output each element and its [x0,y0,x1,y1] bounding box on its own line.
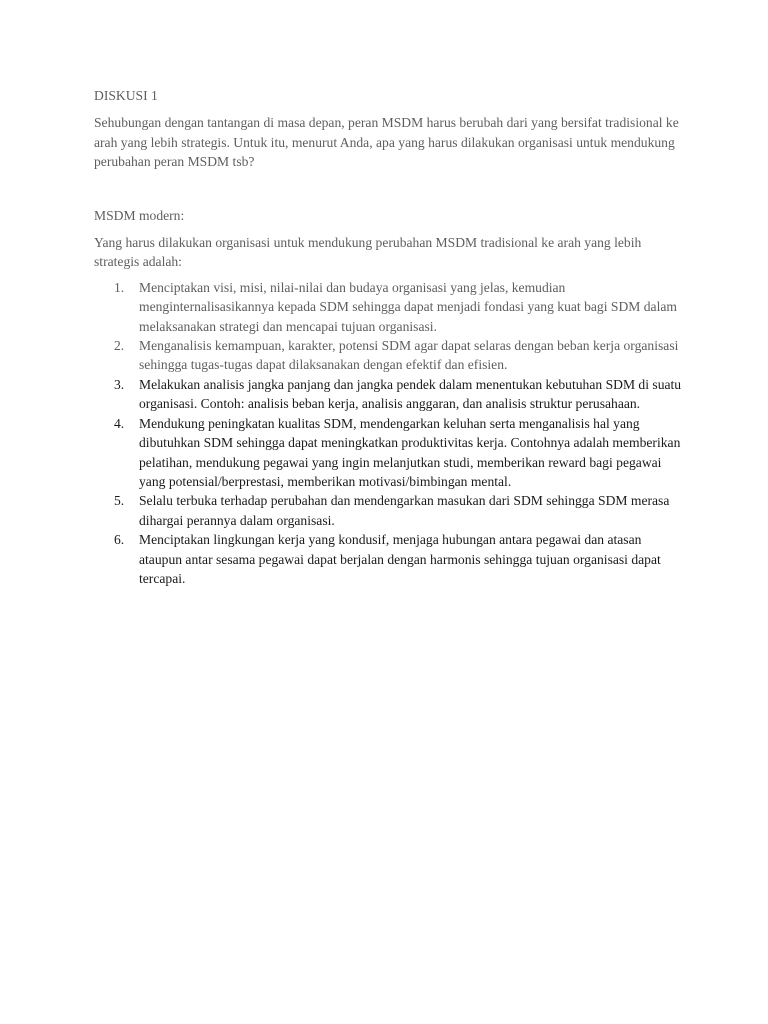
intro-paragraph: Yang harus dilakukan organisasi untuk mendukung perubahan MSDM tradisional ke arah yang lebih strategis adalah: [94,235,642,270]
document-page [94,86,684,588]
list-item-number: 2. [114,338,125,354]
list-item [94,336,684,375]
list-item [94,375,684,414]
list-item-number: 4. [114,415,125,431]
list-item-number: 3. [114,376,125,392]
list-item-text: Selalu terbuka terhadap perubahan dan mendengarkan masukan dari SDM sehingga SDM merasa dihargai perannya dalam organisasi. [139,493,670,528]
list-item-text: Menganalisis kemampuan, karakter, potensi SDM agar dapat selaras dengan beban kerja organisasi sehingga tugas-tugas dapat dilaksanakan dengan efektif dan efisien. [139,338,679,373]
section-heading: MSDM modern: [94,207,185,223]
list-item [94,530,684,588]
numbered-list [94,278,684,589]
list-item-text: Menciptakan visi, misi, nilai-nilai dan budaya organisasi yang jelas, kemudian menginternalisasikannya kepada SDM sehingga dapat menjadi fondasi yang kuat bagi SDM dalam melaksanakan strategi dan mencapai tujuan organisasi. [139,279,677,334]
discussion-question: Sehubungan dengan tantangan di masa depan, peran MSDM harus berubah dari yang bersifat tradisional ke arah yang lebih strategis. Untuk itu, menurut Anda, apa yang harus dilakukan organisasi untuk mendukung perubahan peran MSDM tsb? [94,115,679,170]
list-item-number: 6. [114,532,125,548]
list-item [94,491,684,530]
list-item-text: Mendukung peningkatan kualitas SDM, mendengarkan keluhan serta menganalisis hal yang dibutuhkan SDM sehingga dapat meningkatkan produktivitas kerja. Contohnya adalah memberikan pelatihan, mendukung pegawai yang ingin melanjutkan studi, memberikan reward bagi pegawai yang potensial/berprestasi, memberikan motivasi/bimbingan mental. [139,415,681,489]
list-item [94,278,684,336]
document-title: DISKUSI 1 [94,88,158,103]
list-item-number: 5. [114,493,125,509]
list-item-number: 1. [114,279,125,295]
list-item-text: Menciptakan lingkungan kerja yang kondusif, menjaga hubungan antara pegawai dan atasan ataupun antar sesama pegawai dapat berjalan dengan harmonis sehingga tujuan organisasi dapat tercapai. [139,532,661,586]
list-item [94,414,684,492]
list-item-text: Melakukan analisis jangka panjang dan jangka pendek dalam menentukan kebutuhan SDM di suatu organisasi. Contoh: analisis beban kerja, analisis anggaran, dan analisis struktur perusahaan. [139,376,682,412]
